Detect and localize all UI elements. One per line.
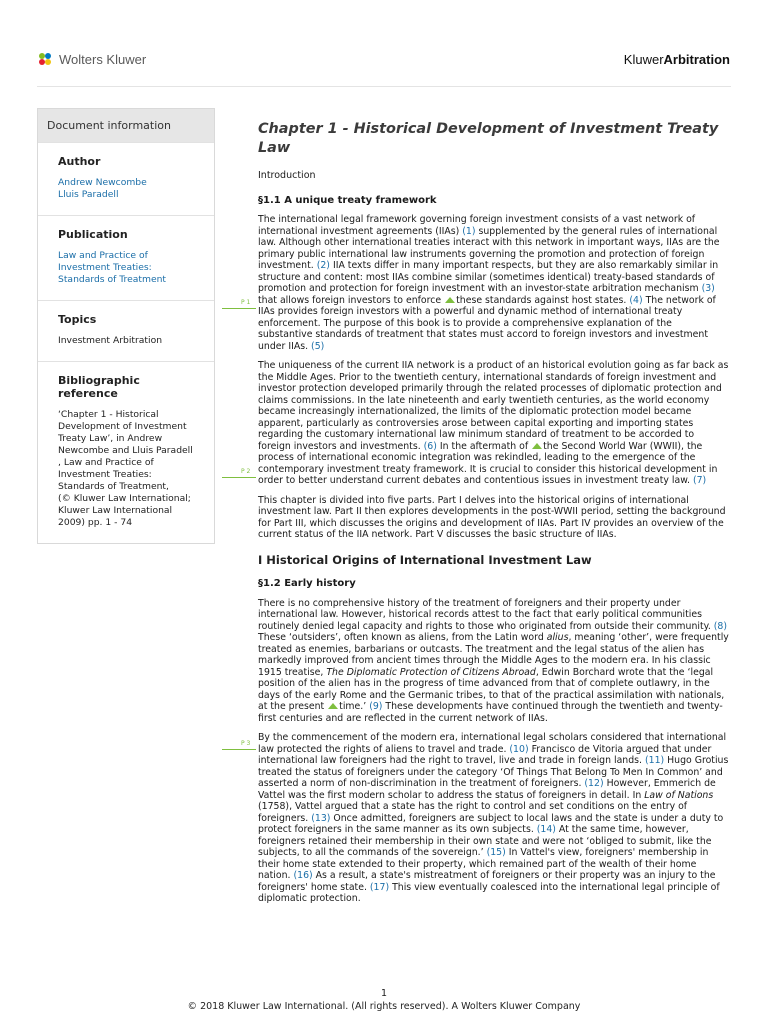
chapter-title-line: Chapter 1 - Historical Development of Investment Treaty	[258, 121, 719, 137]
footnote-link[interactable]: (17)	[369, 881, 390, 893]
page-marker-2	[222, 468, 256, 478]
chapter-title	[258, 120, 729, 158]
publication-line[interactable]: Investment Treaties:	[58, 262, 152, 273]
text: There is no comprehensive history of the treatment of foreigners and their property under international law. However, historical records attest to the fact that early political communities routinely denied legal capacity and rights to those who originated from outside their community.	[258, 597, 714, 632]
text: However, Emmerich de Vattel was the first modern scholar to address the status of foreigners in detail. In	[258, 778, 716, 801]
text: Hugo Grotius treated the status of foreigners under the category ‘Of Things That Belong To Men In Common’ and asserted a norm of non-discrimination in the treatment of foreigners.	[258, 755, 729, 789]
chapter-title-line: Law	[258, 140, 291, 156]
page-marker-label: P 2	[241, 468, 251, 475]
bib-line: Newcombe and Lluis Paradell	[58, 445, 193, 456]
page-break-marker-icon	[532, 443, 542, 449]
text: IIA texts differ in many important respects, but they are also remarkably similar in structure and content: most IIAs combine similar (sometimes identical) treaty-based standards of promotion and protection for foreign investment with an investor-state arbitration mechanism	[258, 260, 719, 294]
publication-line[interactable]: Standards of Treatment	[58, 274, 167, 285]
brand-bold: Arbitration	[663, 52, 730, 67]
introduction-heading: Introduction	[258, 170, 316, 181]
text: As a result, a state's mistreatment of foreigners or their property was an injury to the foreigners' home state.	[258, 870, 716, 893]
footnote-link[interactable]: (3)	[701, 283, 715, 294]
section-heading: §1.2 Early history	[258, 578, 356, 589]
text: In Vattel's view, foreigners' membership in their home state extended to their property, which remained part of the wealth of their home nation.	[258, 847, 709, 881]
logo-text: Wolters Kluwer	[59, 51, 147, 67]
page-marker-label: P 3	[241, 740, 251, 747]
footnote-link[interactable]: (8)	[713, 620, 728, 632]
author-section	[38, 142, 214, 215]
paragraph	[258, 360, 729, 487]
publication-line[interactable]: Law and Practice of	[58, 250, 148, 261]
author-title: Author	[58, 155, 101, 168]
sidebar-heading: Document information	[38, 109, 214, 142]
text: By the commencement of the modern era, international legal scholars considered that international law protected the rights of aliens to travel and trade.	[258, 732, 727, 755]
brand-prefix: Kluwer	[623, 52, 664, 67]
footnote-link[interactable]: (16)	[293, 870, 313, 881]
text: The international legal framework governing foreign investment consists of a vast network of international investment agreements (IIAs)	[258, 214, 696, 237]
page-number: 1	[380, 988, 388, 999]
publication-section	[38, 215, 214, 300]
kluwer-arbitration-brand[interactable]	[624, 52, 730, 67]
paragraph	[258, 732, 729, 905]
section-heading: §1.1 A unique treaty framework	[258, 194, 437, 206]
page-break-marker-icon	[328, 703, 338, 709]
footnote-link[interactable]: (12)	[584, 778, 604, 789]
topics-section	[38, 300, 214, 361]
bib-line: , Law and Practice of	[58, 457, 154, 468]
bibliographic-title: Bibliographic reference	[58, 374, 140, 400]
text: In the aftermath of	[436, 440, 532, 452]
topics-value: Investment Arbitration	[58, 335, 163, 346]
page-marker-3	[222, 740, 256, 750]
author-link[interactable]: Lluis Paradell	[58, 189, 119, 200]
bib-line: Kluwer Law International	[58, 505, 173, 516]
footnote-link[interactable]: (7)	[692, 475, 707, 486]
bibliographic-section	[38, 361, 214, 543]
paragraph	[258, 598, 729, 725]
text: (1758), Vattel argued that a state has the right to control and set conditions on the entry of foreigners.	[258, 801, 688, 824]
document-body	[258, 120, 729, 913]
footnote-link[interactable]: (5)	[311, 340, 325, 352]
page-marker-1	[222, 299, 256, 309]
wolters-kluwer-globe-icon	[37, 51, 53, 67]
text: that allows foreign investors to enforce	[258, 294, 445, 306]
bib-line: 2009) pp. 1 - 74	[58, 517, 133, 528]
footnote-link[interactable]: (4)	[629, 294, 643, 306]
text: Francisco de Vitoria argued that under international law foreigners had the right to travel, live and trade in foreign lands.	[258, 743, 712, 766]
bib-line: Treaty Law’, in Andrew	[58, 433, 163, 444]
text: The network of IIAs provides foreign investors with a powerful and dynamic method of international treaty enforcement. The purpose of this book is to provide a comprehensive explanation of the substantive standards of treatment that states must accord to foreign investors and investment under IIAs.	[258, 294, 716, 352]
text: , meaning ‘other’, were frequently treated as enemies, barbarians or outcasts. The treatment and the legal status of the alien has markedly improved from ancient times through the Middle Ages to the modern era. In his classic 1915 treatise,	[258, 632, 729, 678]
footnote-link[interactable]: (10)	[509, 743, 529, 755]
copyright-notice: © 2018 Kluwer Law International. (All rights reserved). A Wolters Kluwer Company	[187, 1001, 581, 1012]
text: At the same time, however, foreigners retained their membership in their own state and were not ‘obliged to submit, like the subjects, to all the commands of the sovereign.’	[258, 824, 712, 858]
bib-line: ‘Chapter 1 - Historical	[58, 409, 159, 420]
part-heading: I Historical Origins of International Investment Law	[258, 552, 592, 567]
bib-line: Development of Investment	[58, 421, 187, 432]
page-marker-label: P 1	[241, 299, 251, 306]
paragraph: This chapter is divided into five parts. Part I delves into the historical origins of international investment law. Part II then explores developments in the post-WWII period, setting the background for Part III, which discusses the origins and development of IIAs. Part IV provides an overview of the current status of the IIA network. Part V discusses the basic structure of IIAs.	[258, 494, 726, 540]
bib-line: Standards of Treatment,	[58, 481, 169, 492]
italic-title: The Diplomatic Protection of Citizens Abroad	[326, 666, 536, 678]
text: Once admitted, foreigners are subject to local laws and the state is under a duty to protect foreigners in the same manner as its own subjects.	[258, 812, 724, 835]
text: supplemented by the general rules of international law. Although other international treaties interact with this network in important ways, IIAs are the primary public international law instruments governing the promotion and protection of foreign investment.	[258, 225, 720, 271]
text: The uniqueness of the current IIA network is a product of an historical evolution going as far back as the Middle Ages. Prior to the twentieth century, international standards of foreign investment and investor protection developed primarily through the related processes of diplomatic protection and claims commissions. In the late nineteenth and early twentieth centuries, as the world economy became increasingly internationalized, the limits of the diplomatic protection model became apparent, particularly as controversies arose between capital exporting and importing states regarding the customary international law minimum standard of treatment to be accorded to foreign investors and investments.	[258, 360, 729, 452]
wolters-kluwer-logo	[37, 51, 146, 67]
text: time.’	[339, 701, 370, 712]
footnote-link[interactable]: (9)	[369, 701, 383, 712]
footnote-link[interactable]: (13)	[311, 812, 331, 824]
bib-line: Investment Treaties:	[58, 469, 152, 480]
document-info-sidebar	[37, 108, 215, 544]
footnote-link[interactable]: (11)	[644, 755, 665, 766]
publication-title: Publication	[58, 228, 128, 241]
paragraph	[258, 214, 729, 352]
text: These developments have continued through the twentieth and twenty-first centuries and are reflected in the current network of IIAs.	[258, 701, 723, 724]
italic-term: alius	[546, 632, 569, 643]
page-break-marker-icon	[445, 297, 455, 303]
footnote-link[interactable]: (14)	[536, 824, 556, 835]
italic-title: Law of Nations	[644, 789, 714, 801]
text: the Second World War (WWII), the process of international economic integration was rekindled, leading to the emergence of the contemporary investment treaty framework. It is crucial to consider this historical development in order to better understand current debates and contentious issues in investment treaty law.	[258, 440, 718, 486]
bib-line: (© Kluwer Law International;	[58, 493, 191, 504]
text: these standards against host states.	[456, 294, 630, 306]
footnote-link[interactable]: (15)	[486, 847, 506, 858]
publication-link[interactable]	[58, 250, 194, 286]
header-divider	[37, 86, 731, 87]
text: These ‘outsiders’, often known as aliens, from the Latin word	[258, 632, 547, 643]
footnote-link[interactable]: (2)	[316, 260, 330, 271]
topics-title: Topics	[58, 313, 97, 326]
text: , Edwin Borchard wrote that the ‘legal position of the alien has in the progress of time advanced from that of complete outlawry, in the days of the early Rome and the Germanic tribes, to that of the practical assimilation with nationals, at the present	[258, 666, 725, 712]
footnote-link[interactable]: (6)	[423, 440, 437, 452]
text: This view eventually coalesced into the international legal principle of diplomatic protection.	[258, 881, 720, 904]
footnote-link[interactable]: (1)	[462, 225, 476, 237]
author-link[interactable]: Andrew Newcombe	[58, 177, 147, 188]
